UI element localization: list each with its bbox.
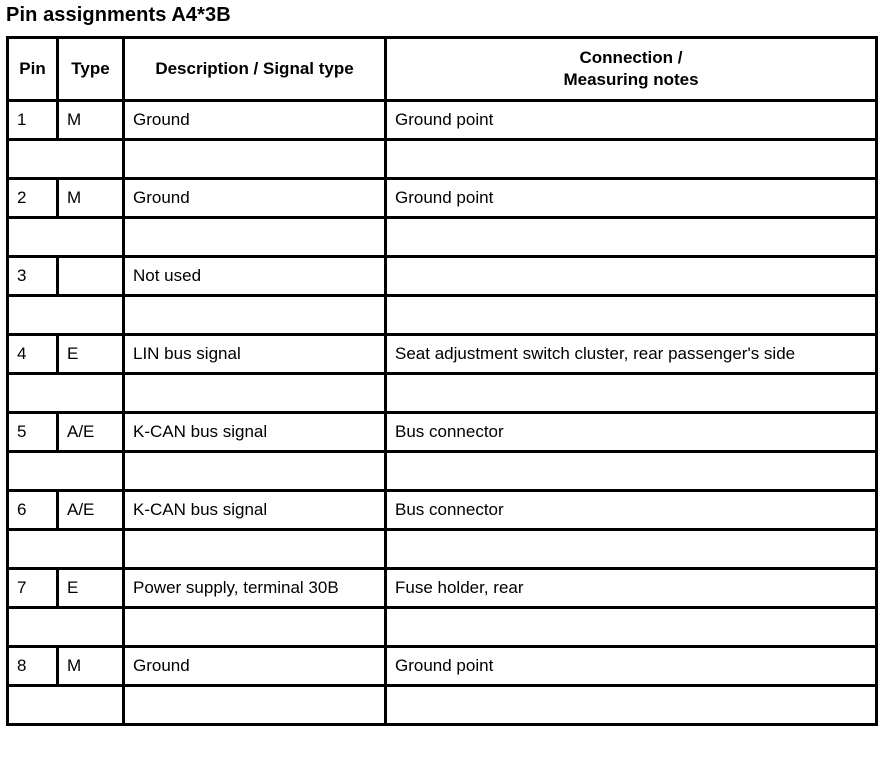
cell-connection: Bus connector xyxy=(386,491,877,530)
spacer-cell xyxy=(8,140,124,179)
spacer-cell xyxy=(124,686,386,725)
table-header-row xyxy=(8,38,877,101)
cell-pin: 1 xyxy=(8,101,58,140)
table-spacer-row xyxy=(8,530,877,569)
cell-connection: Ground point xyxy=(386,101,877,140)
cell-description: Ground xyxy=(124,101,386,140)
spacer-cell xyxy=(386,608,877,647)
cell-connection: Ground point xyxy=(386,179,877,218)
cell-type: A/E xyxy=(58,491,124,530)
cell-type xyxy=(58,257,124,296)
cell-type: A/E xyxy=(58,413,124,452)
cell-connection: Bus connector xyxy=(386,413,877,452)
table-row xyxy=(8,101,877,140)
cell-pin: 7 xyxy=(8,569,58,608)
cell-pin: 8 xyxy=(8,647,58,686)
table-row xyxy=(8,335,877,374)
spacer-cell xyxy=(386,530,877,569)
cell-pin: 3 xyxy=(8,257,58,296)
cell-description: K-CAN bus signal xyxy=(124,413,386,452)
table-spacer-row xyxy=(8,218,877,257)
table-spacer-row xyxy=(8,140,877,179)
cell-type: M xyxy=(58,179,124,218)
cell-pin: 4 xyxy=(8,335,58,374)
spacer-cell xyxy=(8,608,124,647)
spacer-cell xyxy=(386,296,877,335)
cell-description: Ground xyxy=(124,179,386,218)
cell-description: Not used xyxy=(124,257,386,296)
header-pin: Pin xyxy=(8,38,58,101)
spacer-cell xyxy=(8,452,124,491)
cell-description: LIN bus signal xyxy=(124,335,386,374)
spacer-cell xyxy=(124,140,386,179)
table-spacer-row xyxy=(8,452,877,491)
cell-connection: Ground point xyxy=(386,647,877,686)
spacer-cell xyxy=(124,218,386,257)
table-row xyxy=(8,569,877,608)
spacer-cell xyxy=(8,374,124,413)
table-spacer-row xyxy=(8,686,877,725)
spacer-cell xyxy=(8,530,124,569)
header-description: Description / Signal type xyxy=(124,38,386,101)
header-connection-line2: Measuring notes xyxy=(563,70,699,89)
header-connection xyxy=(386,38,877,101)
spacer-cell xyxy=(386,140,877,179)
cell-connection xyxy=(386,257,877,296)
spacer-cell xyxy=(386,218,877,257)
cell-type: E xyxy=(58,569,124,608)
cell-pin: 2 xyxy=(8,179,58,218)
cell-description: Ground xyxy=(124,647,386,686)
spacer-cell xyxy=(124,608,386,647)
cell-pin: 5 xyxy=(8,413,58,452)
spacer-cell xyxy=(124,530,386,569)
cell-type: M xyxy=(58,101,124,140)
cell-type: M xyxy=(58,647,124,686)
table-spacer-row xyxy=(8,608,877,647)
pin-assignment-table xyxy=(6,36,878,726)
table-spacer-row xyxy=(8,374,877,413)
table-row xyxy=(8,491,877,530)
cell-type: E xyxy=(58,335,124,374)
spacer-cell xyxy=(124,374,386,413)
cell-description: Power supply, terminal 30B xyxy=(124,569,386,608)
spacer-cell xyxy=(386,374,877,413)
cell-pin: 6 xyxy=(8,491,58,530)
table-row xyxy=(8,413,877,452)
spacer-cell xyxy=(386,686,877,725)
spacer-cell xyxy=(8,686,124,725)
page-title: Pin assignments A4*3B xyxy=(6,4,231,26)
table-spacer-row xyxy=(8,296,877,335)
spacer-cell xyxy=(386,452,877,491)
header-connection-line1: Connection / xyxy=(579,48,683,67)
table-row xyxy=(8,179,877,218)
table-row xyxy=(8,257,877,296)
spacer-cell xyxy=(8,296,124,335)
cell-connection: Seat adjustment switch cluster, rear passenger's side xyxy=(386,335,877,374)
spacer-cell xyxy=(124,452,386,491)
table-row xyxy=(8,647,877,686)
header-type: Type xyxy=(58,38,124,101)
cell-connection: Fuse holder, rear xyxy=(386,569,877,608)
spacer-cell xyxy=(8,218,124,257)
spacer-cell xyxy=(124,296,386,335)
cell-description: K-CAN bus signal xyxy=(124,491,386,530)
